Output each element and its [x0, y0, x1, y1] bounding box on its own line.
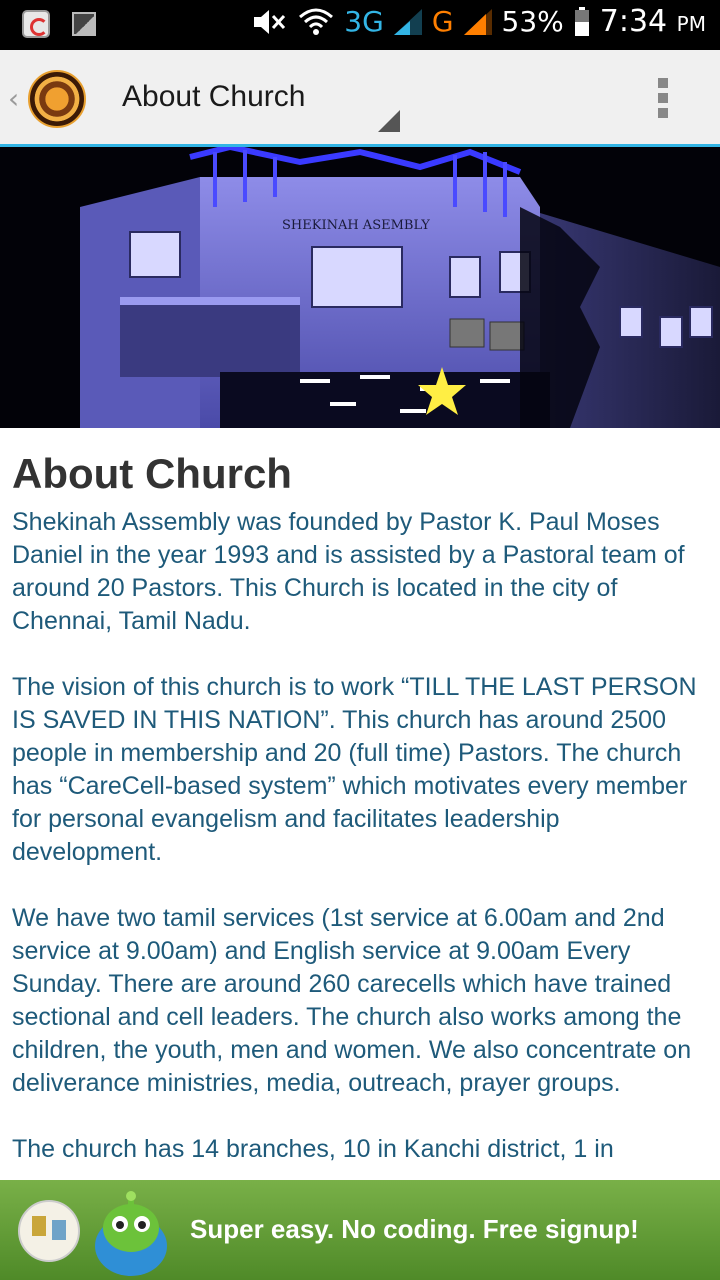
spinner-dropdown-icon[interactable] [378, 110, 400, 132]
content-title: About Church [12, 450, 292, 497]
network-3g-label: 3G [344, 5, 384, 38]
church-sign-text: SHEKINAH ASEMBLY [282, 218, 430, 233]
ad-banner[interactable] [0, 1180, 720, 1280]
signal-g-icon [464, 9, 492, 35]
about-content [0, 428, 720, 1180]
clock: 7:34 PM [599, 4, 706, 39]
overflow-menu-icon[interactable] [656, 78, 670, 122]
notification-icons [22, 10, 96, 38]
signal-3g-icon [394, 9, 422, 35]
up-navigation-icon[interactable]: ‹ [8, 82, 20, 115]
app-notification-icon [22, 10, 50, 38]
battery-percent: 53% [501, 5, 564, 38]
content-paragraph: Shekinah Assembly was founded by Pastor K. Paul Moses Daniel in the year 1993 and is assisted by a Pastoral team of around 20 Pastors. This Church is located in the city of Chennai, Tamil Nadu. [12, 508, 685, 635]
robot-mascot-icon [86, 1188, 176, 1278]
mute-icon [252, 7, 288, 37]
system-status [252, 4, 706, 39]
app-logo[interactable] [28, 70, 86, 128]
action-bar-title[interactable]: About Church [122, 80, 306, 113]
content-paragraph: The vision of this church is to work “TILL THE LAST PERSON IS SAVED IN THIS NATION”. This church has around 2500 people in membership and 20 (full time) Pastors. The church has “CareCell-based system” which motivates every member for personal evangelism and facilitates leadership development. [12, 673, 697, 866]
content-paragraph: We have two tamil services (1st service at 6.00am and 2nd service at 9.00am) and English service at 9.00am Every Sunday. There are around 260 carecells which have trained sectional and cell leaders. The church also works among the children, the youth, men and women. We also concentrate on deliverance ministries, media, outreach, prayer groups. [12, 904, 692, 1097]
ad-banner-text: Super easy. No coding. Free signup! [190, 1214, 639, 1244]
church-hero-image [0, 147, 720, 428]
network-g-label: G [431, 5, 454, 38]
battery-icon [574, 7, 590, 37]
status-bar [0, 0, 720, 50]
ad-app-thumbnail [18, 1200, 80, 1262]
gallery-notification-icon [72, 12, 96, 36]
content-paragraph: The church has 14 branches, 10 in Kanchi district, 1 in [12, 1135, 614, 1163]
action-bar [0, 50, 720, 144]
church-building-illustration [0, 147, 720, 428]
wifi-icon [298, 7, 334, 37]
